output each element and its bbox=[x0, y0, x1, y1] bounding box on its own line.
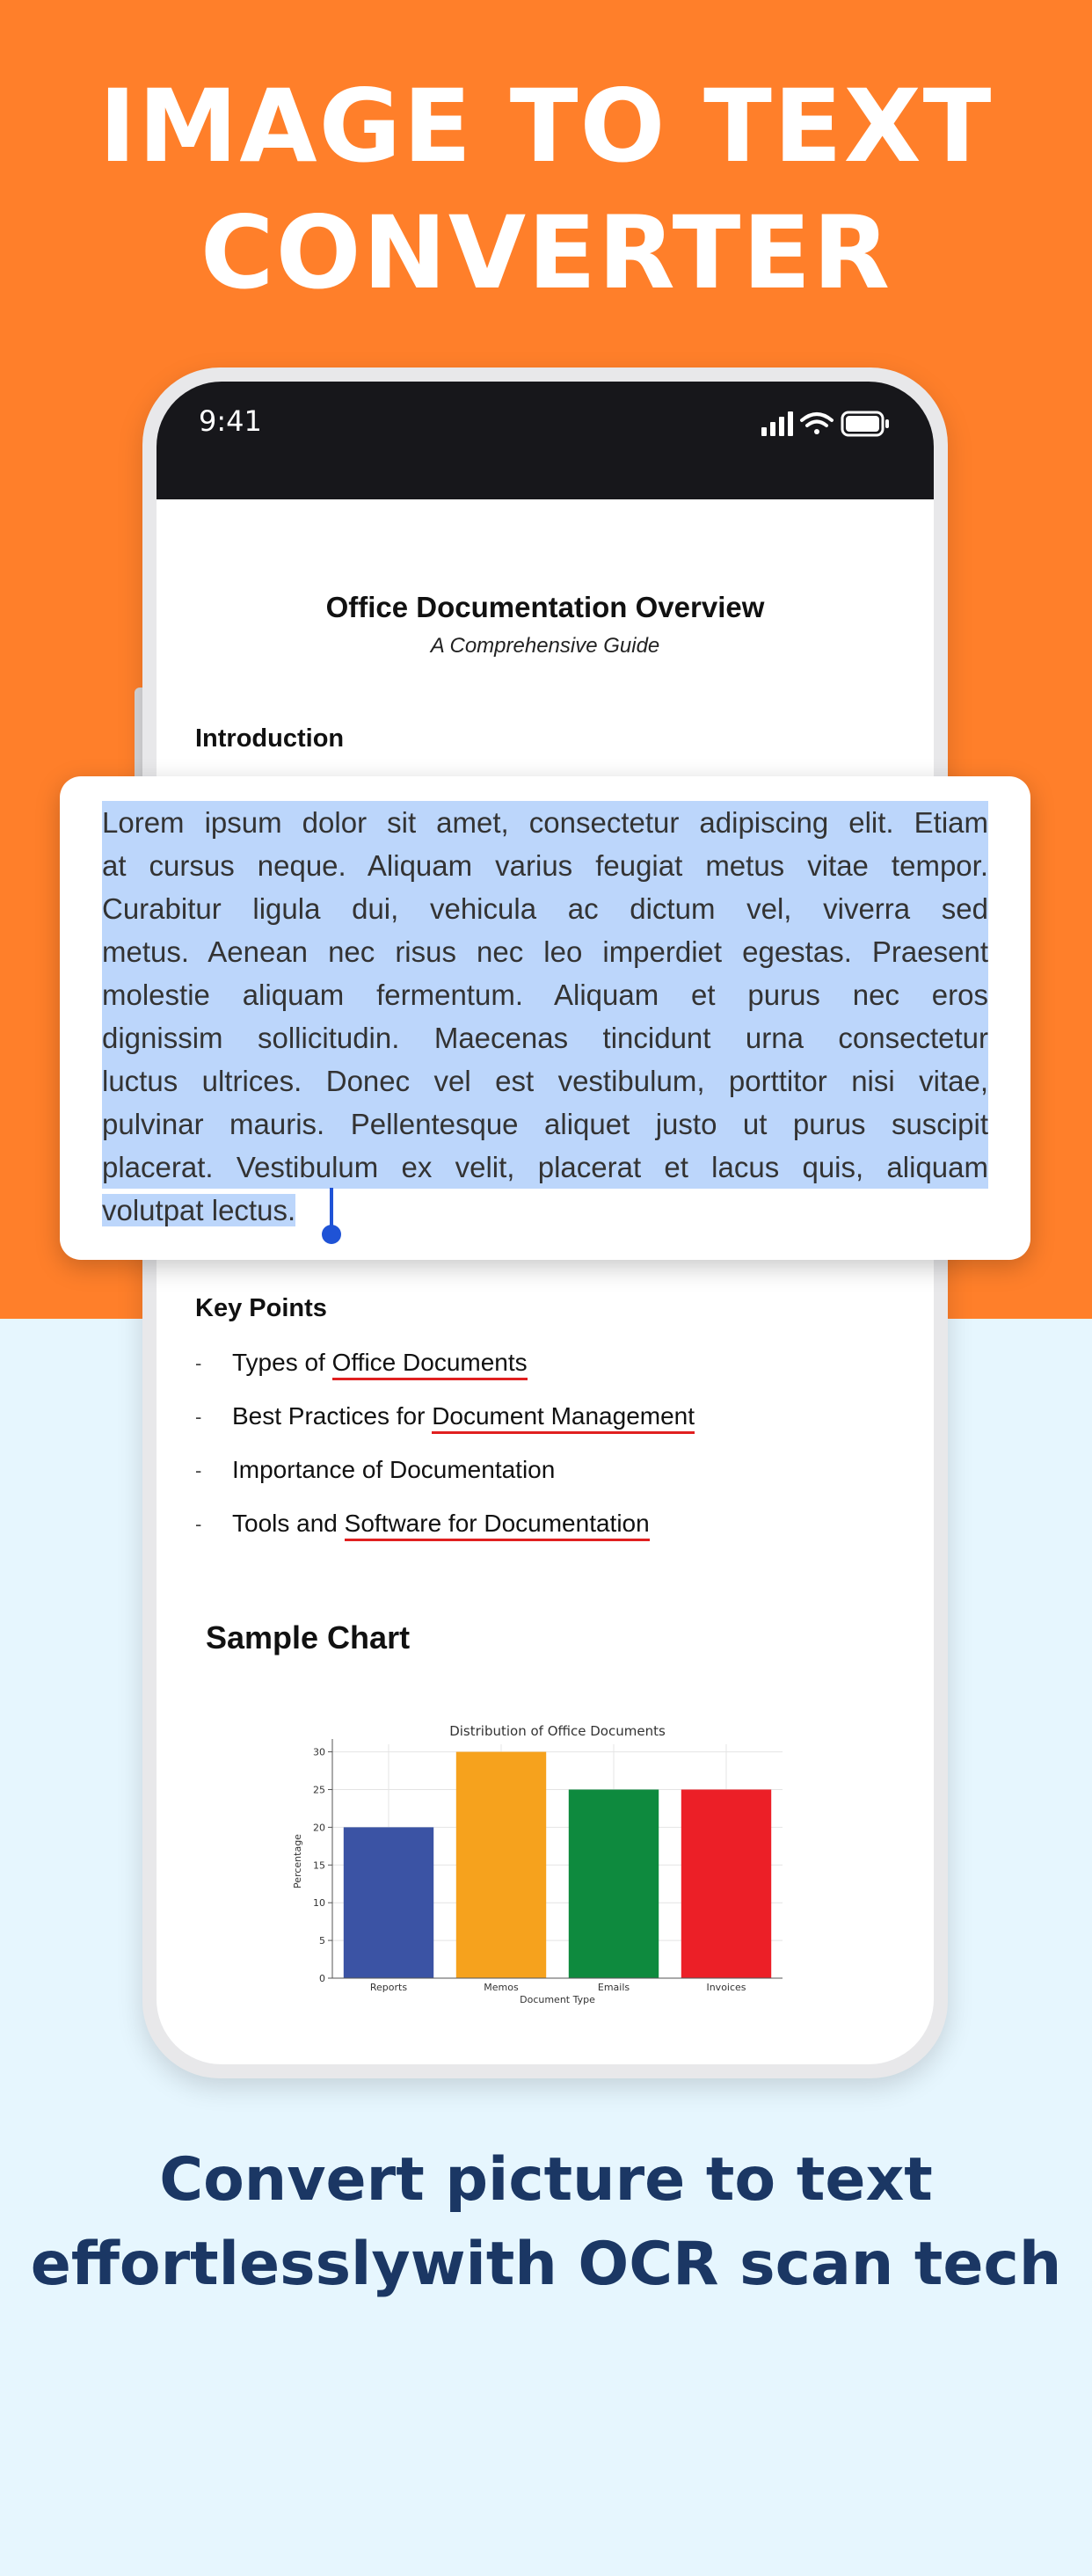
bar-invoices bbox=[681, 1789, 771, 1978]
y-tick-label: 30 bbox=[313, 1746, 325, 1758]
bar-emails bbox=[569, 1789, 659, 1978]
y-tick-label: 15 bbox=[313, 1859, 325, 1872]
selection-highlight[interactable]: volutpat lectus. bbox=[102, 1194, 296, 1226]
list-item: - Types of Office Documents bbox=[195, 1349, 899, 1402]
selected-text-line[interactable] bbox=[102, 973, 988, 1016]
wifi-icon bbox=[802, 414, 832, 434]
tagline bbox=[0, 2138, 1092, 2307]
y-tick-label: 25 bbox=[313, 1784, 325, 1796]
battery-icon bbox=[842, 412, 889, 435]
selected-text-line[interactable] bbox=[102, 1102, 988, 1146]
signal-icon bbox=[761, 411, 793, 436]
x-tick-label: Emails bbox=[597, 1982, 630, 1993]
selected-text[interactable] bbox=[102, 801, 988, 1232]
selection-highlight[interactable]: metus. Aenean nec risus nec leo imperdiet egestas. Praesent bbox=[102, 935, 988, 968]
spellcheck-underline: Document Management bbox=[432, 1402, 695, 1434]
x-tick-label: Reports bbox=[369, 1982, 408, 1993]
selection-highlight[interactable]: at cursus neque. Aliquam varius feugiat metus vitae tempor. bbox=[102, 849, 988, 882]
y-axis-label: Percentage bbox=[292, 1834, 303, 1888]
selected-text-line[interactable] bbox=[102, 1189, 988, 1232]
headline-line-1: IMAGE TO TEXT bbox=[98, 68, 994, 185]
chart-title: Distribution of Office Documents bbox=[449, 1723, 666, 1739]
spellcheck-underline: Office Documents bbox=[332, 1349, 528, 1380]
selection-handle[interactable] bbox=[322, 1225, 341, 1244]
status-time: 9:41 bbox=[199, 404, 262, 438]
selected-text-line[interactable] bbox=[102, 1059, 988, 1102]
list-item: - Tools and Software for Documentation bbox=[195, 1510, 899, 1563]
tagline-line-1: Convert picture to text bbox=[159, 2145, 933, 2215]
selected-text-line[interactable] bbox=[102, 930, 988, 973]
bar-reports bbox=[344, 1827, 433, 1978]
x-axis-label: Document Type bbox=[520, 1994, 595, 2005]
list-item-text: Best Practices for bbox=[232, 1402, 433, 1430]
list-item: - Importance of Documentation bbox=[195, 1456, 556, 1483]
selection-highlight[interactable]: dignissim sollicitudin. Maecenas tincidunt urna consectetur bbox=[102, 1022, 988, 1054]
list-item: - Best Practices for Document Management bbox=[195, 1402, 899, 1456]
selection-highlight[interactable]: placerat. Vestibulum ex velit, placerat et lacus quis, aliquam bbox=[102, 1151, 988, 1183]
selection-highlight[interactable]: Curabitur ligula dui, vehicula ac dictum vel, viverra sed bbox=[102, 892, 988, 925]
selected-text-line[interactable] bbox=[102, 887, 988, 930]
y-tick-label: 20 bbox=[313, 1822, 325, 1834]
x-tick-label: Invoices bbox=[706, 1982, 746, 1993]
selected-text-line[interactable] bbox=[102, 844, 988, 887]
document-subtitle: A Comprehensive Guide bbox=[430, 634, 660, 658]
spellcheck-underline: Software for Documentation bbox=[345, 1510, 650, 1541]
document-title: Office Documentation Overview bbox=[325, 591, 765, 623]
headline bbox=[0, 63, 1092, 317]
y-tick-label: 5 bbox=[319, 1935, 325, 1947]
bar-chart bbox=[244, 1700, 807, 2008]
tagline-line-2: effortlesslywith OCR scan tech bbox=[30, 2230, 1062, 2299]
y-tick-label: 0 bbox=[319, 1973, 325, 1984]
y-tick-label: 10 bbox=[313, 1897, 325, 1910]
selection-highlight[interactable]: pulvinar mauris. Pellentesque aliquet justo ut purus suscipit bbox=[102, 1108, 988, 1140]
status-bar bbox=[157, 382, 934, 499]
key-points-list bbox=[195, 1349, 899, 1563]
selected-text-line[interactable] bbox=[102, 801, 988, 844]
selected-text-line[interactable] bbox=[102, 1146, 988, 1189]
chart-heading: Sample Chart bbox=[206, 1619, 411, 1655]
headline-line-2: CONVERTER bbox=[200, 194, 892, 311]
selected-text-line[interactable] bbox=[102, 1016, 988, 1059]
list-item-text: Importance of Documentation bbox=[232, 1456, 556, 1483]
list-item-text: Tools and bbox=[232, 1510, 345, 1537]
selection-highlight[interactable]: luctus ultrices. Donec vel est vestibulum, porttitor nisi vitae, bbox=[102, 1065, 988, 1097]
selection-highlight[interactable]: Lorem ipsum dolor sit amet, consectetur adipiscing elit. Etiam bbox=[102, 806, 988, 839]
text-selection-popup[interactable] bbox=[60, 776, 1030, 1260]
key-points-heading: Key Points bbox=[195, 1294, 327, 1322]
introduction-heading: Introduction bbox=[195, 724, 345, 753]
bar-memos bbox=[456, 1752, 546, 1978]
selection-caret[interactable] bbox=[330, 1188, 333, 1230]
selection-highlight[interactable]: molestie aliquam fermentum. Aliquam et purus nec eros bbox=[102, 979, 988, 1011]
status-icons bbox=[761, 408, 893, 440]
list-item-text: Types of bbox=[232, 1349, 332, 1376]
x-tick-label: Memos bbox=[484, 1982, 519, 1993]
